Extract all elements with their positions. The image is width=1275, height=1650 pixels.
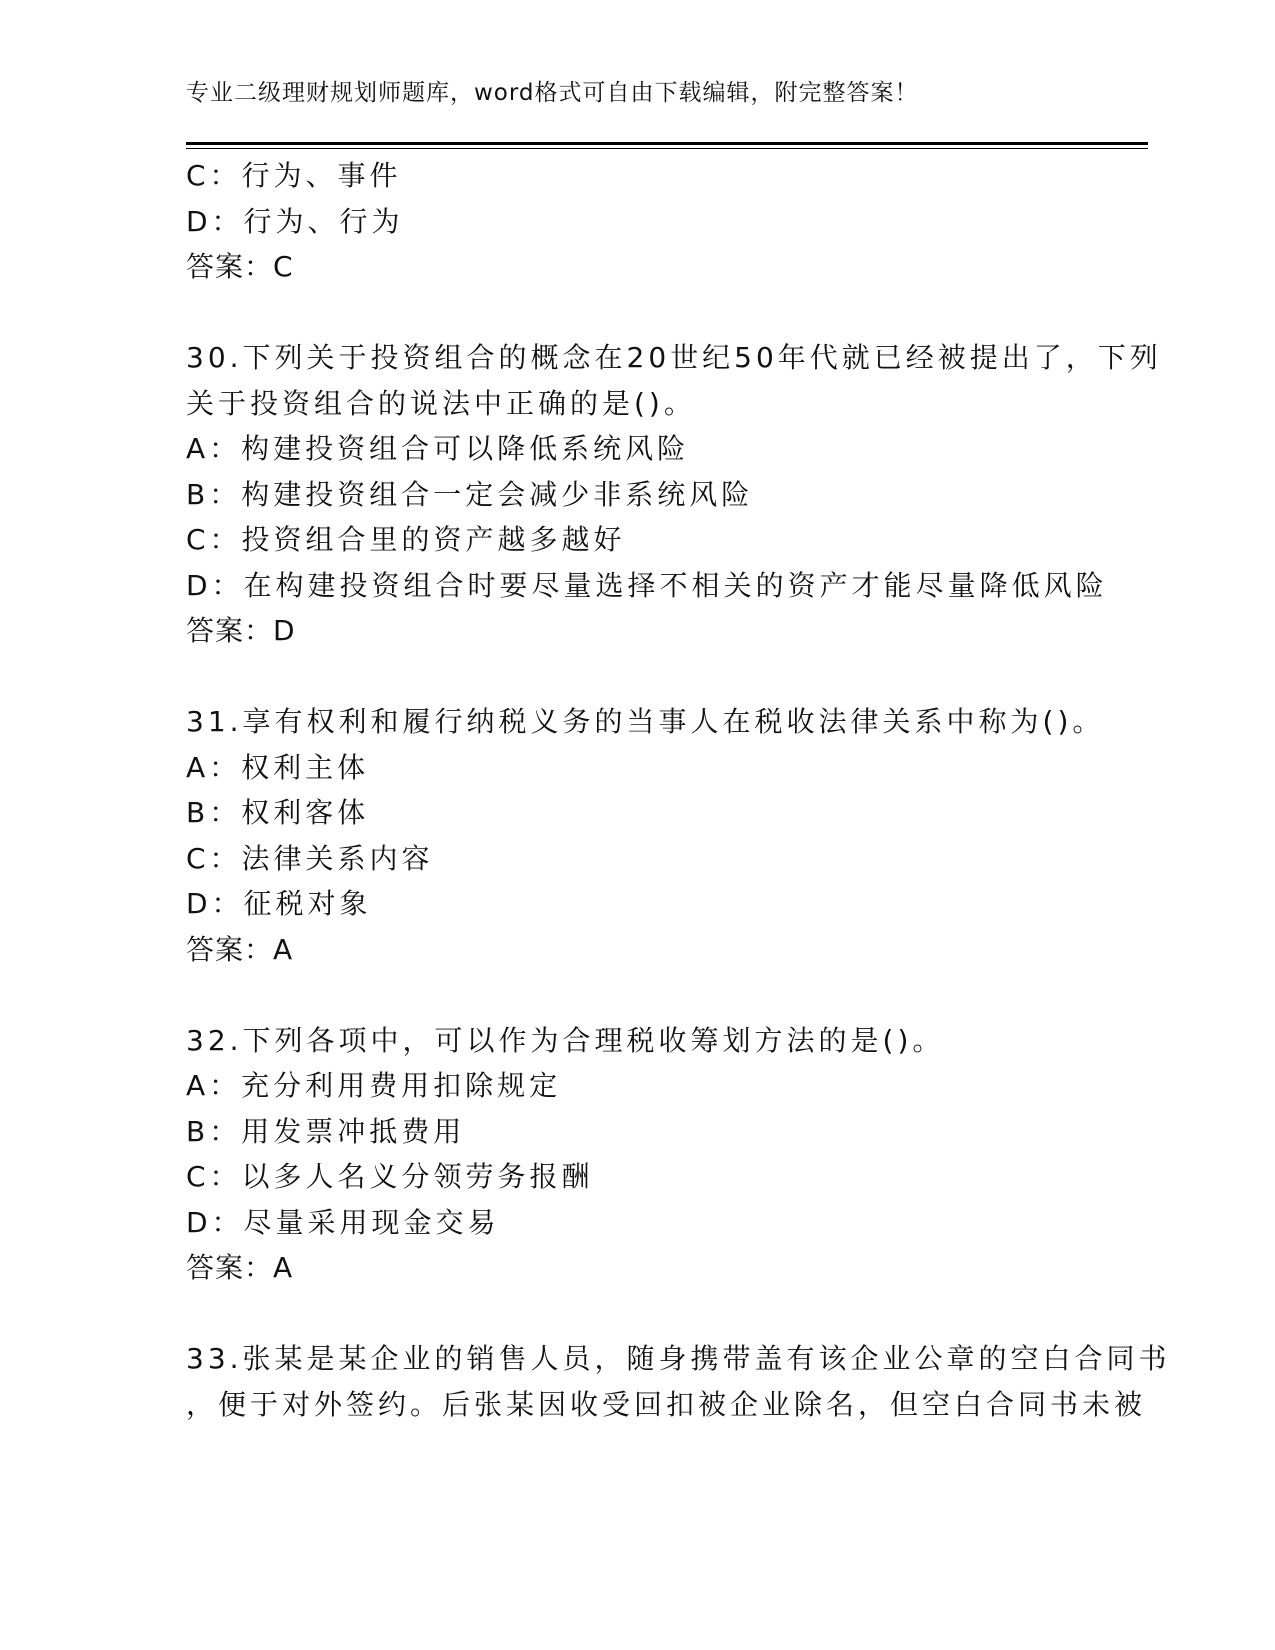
question-stem: 31.享有权利和履行纳税义务的当事人在税收法律关系中称为()。 — [186, 705, 1105, 738]
question-stem: 关于投资组合的说法中正确的是()。 — [186, 386, 696, 420]
option-b: B：权利客体 — [186, 796, 370, 829]
question-stem: 30.下列关于投资组合的概念在20世纪50年代就已经被提出了，下列 — [186, 341, 1162, 374]
answer-line: 答案：A — [186, 932, 294, 966]
option-d: D：在构建投资组合时要尽量选择不相关的资产才能尽量降低风险 — [186, 568, 1108, 602]
option-b: B：用发票冲抵费用 — [186, 1114, 466, 1148]
option-c: C：法律关系内容 — [186, 841, 434, 875]
spacer — [186, 654, 1086, 700]
question-31 — [186, 699, 1105, 972]
question-stem: 32.下列各项中，可以作为合理税收筹划方法的是()。 — [186, 1023, 945, 1057]
header-rule — [186, 142, 1148, 149]
option-d: D：尽量采用现金交易 — [186, 1205, 500, 1239]
answer-line: 答案：A — [186, 1251, 294, 1284]
answer-line: 答案：C — [186, 250, 294, 283]
answer-line: 答案：D — [186, 614, 296, 647]
question-30 — [186, 335, 1162, 654]
option-d: D：征税对象 — [186, 887, 372, 920]
question-stem: 33.张某是某企业的销售人员，随身携带盖有该企业公章的空白合同书 — [186, 1342, 1171, 1375]
option-c: C：投资组合里的资产越多越好 — [186, 523, 626, 556]
question-33 — [186, 1336, 1171, 1427]
option-c: C：以多人名义分领劳务报酬 — [186, 1160, 594, 1193]
option-a: A：构建投资组合可以降低系统风险 — [186, 432, 690, 465]
question-32 — [186, 1018, 1086, 1291]
question-list — [186, 153, 1171, 1427]
spacer — [186, 972, 1086, 1018]
question-stem: ，便于对外签约。后张某因收受回扣被企业除名，但空白合同书未被 — [186, 1387, 1147, 1421]
option-c: C：行为、事件 — [186, 159, 402, 192]
spacer — [186, 290, 1086, 336]
option-a: A：权利主体 — [186, 750, 370, 784]
option-a: A：充分利用费用扣除规定 — [186, 1069, 562, 1102]
page-header: 专业二级理财规划师题库，word格式可自由下载编辑，附完整答案！ — [186, 80, 919, 106]
spacer — [186, 1291, 1086, 1337]
option-d: D：行为、行为 — [186, 204, 404, 238]
option-b: B：构建投资组合一定会减少非系统风险 — [186, 477, 754, 511]
